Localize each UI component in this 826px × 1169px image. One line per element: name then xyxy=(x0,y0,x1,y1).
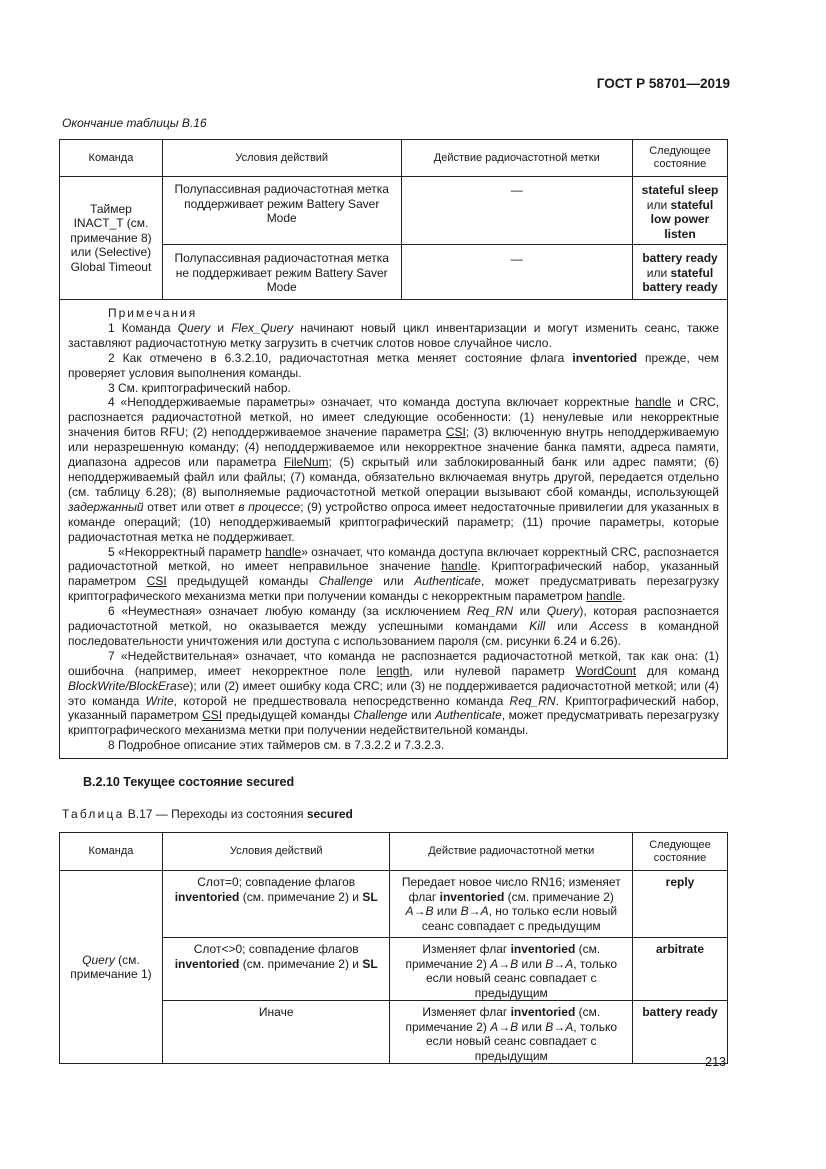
action-cell: Изменяет флаг inventoried (см. примечание 2) A→B или B→A, только если новый сеанс совпадает с предыдущим xyxy=(390,1001,633,1064)
note-2: 2 Как отмечено в 6.3.2.10, радиочастотная метка меняет состояние флага inventoried прежде, чем проверяет условия выполнения команды. xyxy=(68,350,719,380)
conditions-cell: Слот=0; совпадение флагов inventoried (см. примечание 2) и SL xyxy=(162,871,390,938)
conditions-cell: Полупассивная радиочастотная метка поддерживает режим Battery Saver Mode xyxy=(162,177,401,245)
column-header: Команда xyxy=(60,833,163,871)
conditions-cell: Иначе xyxy=(162,1001,390,1064)
note-6: 6 «Неуместная» означает любую команду (за исключением Req_RN или Query), которая распознается радиочастотной меткой, но оказывается между успешными командами Kill или Access в командной последовательности уничтожения или доступа с использованием пароля (см. рисунки 6.24 и 6.26). xyxy=(68,604,720,648)
next-state-cell: reply xyxy=(633,871,728,938)
conditions-cell: Полупассивная радиочастотная метка не поддерживает режим Battery Saver Mode xyxy=(162,245,401,300)
note-7: 7 «Недействительная» означает, что команда не распознается радиочастотной меткой, так как она: (1) ошибочна (например, имеет некорректное поле length, или нулевой параметр WordCount для команд BlockWrite/BlockErase); или (2) имеет ошибку кода CRC; или (3) не поддерживается радиочастотной меткой; или (4) это команда Write, которой не предшествовала непосредственно команда Req_RN. Криптографический набор, указанный параметром CSI предыдущей команды Challenge или Authenticate, может предусматривать перезагрузку криптографического механизма метки при получении недействительной команды. xyxy=(68,648,720,738)
action-cell: Передает новое число RN16; изменяет флаг inventoried (см. примечание 2) A→B или B→A, но только если новый сеанс совпадает с предыдущим xyxy=(390,871,633,938)
table-caption-continuation: Окончание таблицы В.16 xyxy=(62,116,207,130)
note-5: 5 «Некорректный параметр handle» означает, что команда доступа включает корректный CRC, распознается радиочастотной меткой, но имеет неправильное значение handle. Криптографический набор, указанный параметром CSI предыдущей команды Challenge или Authenticate, может предусматривать перезагрузку криптографического механизма метки при получении команды с некорректным параметром handle. xyxy=(68,544,719,604)
notes-heading: Примечания xyxy=(108,306,198,320)
column-header: Действие радиочастотной метки xyxy=(390,833,633,871)
action-cell: — xyxy=(401,177,633,245)
note-8: 8 Подробное описание этих таймеров см. в 7.3.2.2 и 7.3.2.3. xyxy=(108,738,445,753)
note-3: 3 См. криптографический набор. xyxy=(108,380,291,395)
conditions-cell: Слот<>0; совпадение флагов inventoried (см. примечание 2) и SL xyxy=(162,938,390,1001)
note-4: 4 «Неподдерживаемые параметры» означает, что команда доступа включает корректные handle и CRC, распознается радиочастотной меткой, но имеет следующие особенности: (1) ненулевые или некорректные значения битов RFU; (2) неподдерживаемое значение параметра CSI; (3) включенную внутрь неподдерживаемую или неразрешенную команду; (4) неподдерживаемое или некорректное значение банка памяти, адреса памяти, диапазона адресов или параметра FileNum; (5) скрытый или заблокированный банк или адрес памяти; (6) неподдерживаемый файл или файлы; (7) команда, обязательно включаемая внутрь другой, передается отдельно (см. таблицу 6.28); (8) выполняемые радиочастотной меткой операции вызывают сбой команды, использующей задержанный ответ или ответ в процессе; (9) устройство опроса имеет недостаточные привилегии для указанных в команде операций; (10) неподдерживаемый криптографический параметр; (11) прочие параметры, которые радиочастотная метка не поддерживает. xyxy=(68,395,719,544)
column-header: Действие радиочастотной метки xyxy=(401,140,633,177)
action-cell: — xyxy=(401,245,633,300)
command-cell: Таймер INACT_T (см. примечание 8) или (Selective) Global Timeout xyxy=(60,177,163,300)
column-header: Условия действий xyxy=(162,833,390,871)
action-cell: Изменяет флаг inventoried (см. примечание 2) A→B или B→A, только если новый сеанс совпадает с предыдущим xyxy=(390,938,633,1001)
transitions-table-b17 xyxy=(59,832,728,1064)
notes-row xyxy=(60,300,728,759)
notes-cell xyxy=(60,300,728,759)
page-number: 213 xyxy=(705,1055,726,1069)
command-cell: Query (см. примечание 1) xyxy=(60,871,163,1064)
table-caption: Таблица В.17 — Переходы из состояния secured xyxy=(62,807,353,821)
next-state-cell: arbitrate xyxy=(633,938,728,1001)
column-header: Следующее состояние xyxy=(633,140,728,177)
column-header: Условия действий xyxy=(162,140,401,177)
table-row xyxy=(60,871,728,938)
next-state-cell: battery ready xyxy=(633,1001,728,1064)
section-heading: B.2.10 Текущее состояние secured xyxy=(83,775,295,789)
column-header: Следующее состояние xyxy=(633,833,728,871)
standard-code: ГОСТ Р 58701—2019 xyxy=(596,76,730,91)
column-header: Команда xyxy=(60,140,163,177)
note-1: 1 Команда Query и Flex_Query начинают новый цикл инвентаризации и могут изменить сеанс, также заставляют радиочастотную метку загрузить в счетчик слотов новое случайное число. xyxy=(68,320,719,350)
transitions-table-b16 xyxy=(59,139,728,759)
next-state-cell: stateful sleep или stateful low power listen xyxy=(633,177,728,245)
table-row xyxy=(60,177,728,245)
table-header-row xyxy=(60,140,728,177)
next-state-cell: battery ready или stateful battery ready xyxy=(633,245,728,300)
table-header-row xyxy=(60,833,728,871)
